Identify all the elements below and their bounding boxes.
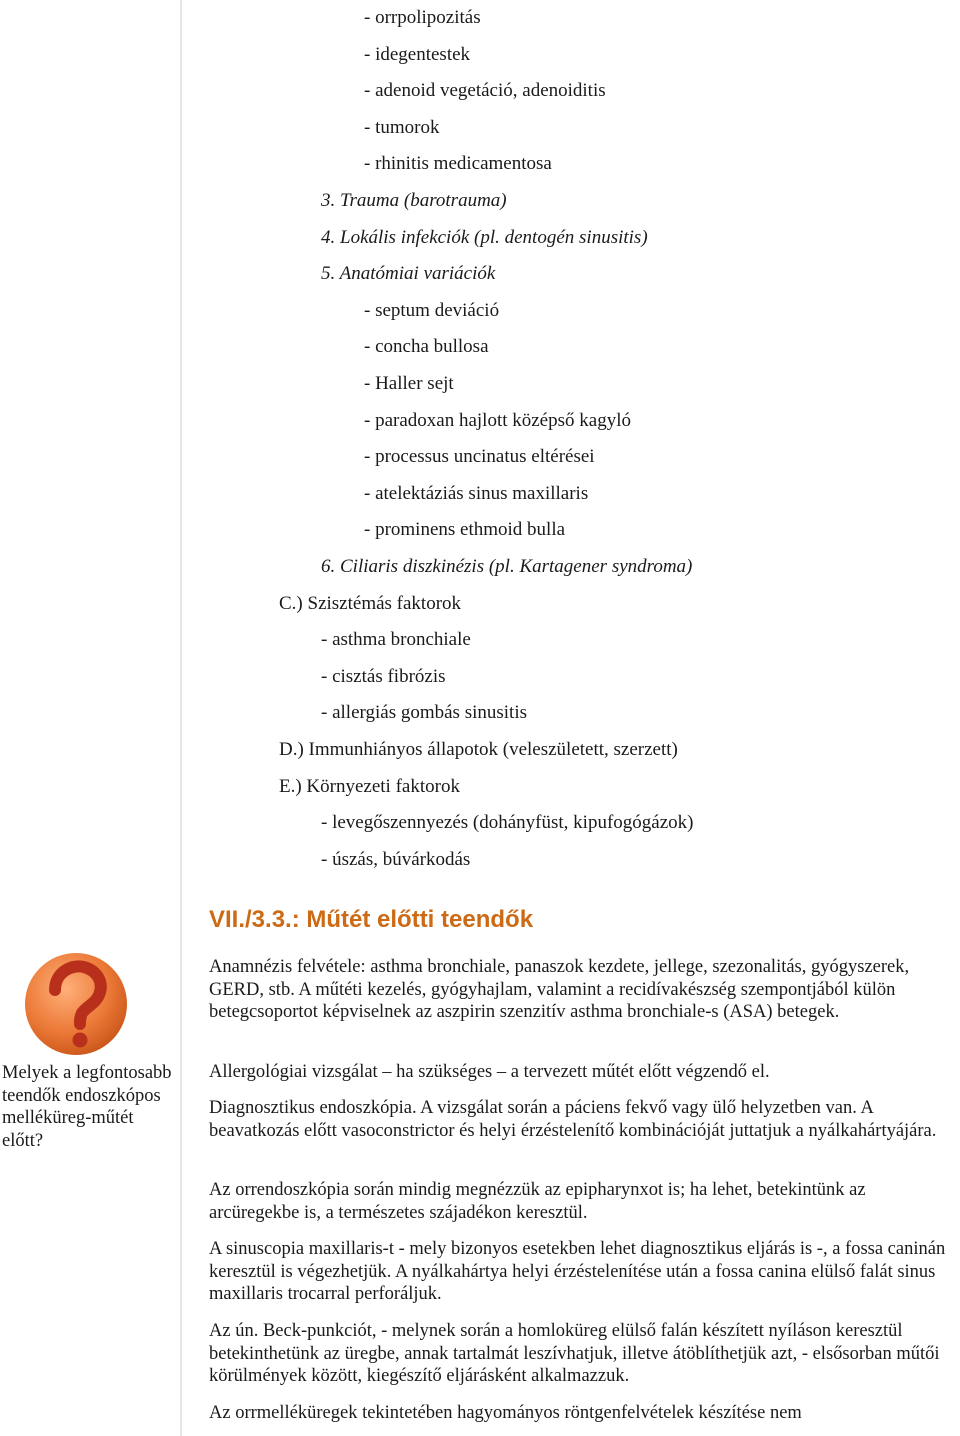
cause-item: - concha bullosa — [364, 336, 489, 358]
cause-item: - rhinitis medicamentosa — [364, 153, 552, 175]
cause-item: 5. Anatómiai variációk — [321, 263, 496, 285]
cause-item: - levegőszennyezés (dohányfüst, kipufogógázok) — [321, 812, 694, 834]
cause-item: - cisztás fibrózis — [321, 665, 446, 687]
paragraph: Allergológiai vizsgálat – ha szükséges – a tervezett műtét előtt végzendő el. — [209, 1062, 770, 1082]
cause-item: C.) Szisztémás faktorok — [279, 592, 462, 614]
cause-item: - atelektáziás sinus maxillaris — [364, 482, 589, 504]
cause-item: - orrpolipozitás — [364, 7, 481, 28]
sidebar-question: Melyek a legfontosabb teendők endoszkópos melléküreg-műtét előtt? — [2, 1063, 172, 1151]
paragraph: Diagnosztikus endoszkópia. A vizsgálat során a páciens fekvő vagy ülő helyzetben van. A beavatkozás előtt vasoconstrictor és helyi érzéstelenítő kombinációját juttatjuk a nyálkahártyájára. — [209, 1098, 937, 1141]
paragraph: Az orrendoszkópia során mindig megnézzük az epipharynxot is; ha lehet, betekintünk az arcüregekbe is, a természetes szájadékon keresztül. — [209, 1180, 866, 1223]
paragraph: Az ún. Beck-punkciót, - melynek során a homloküreg elülső falán készített nyíláson keresztül betekinthetünk az üregbe, annak tartalmát leszívhatjuk, illetve átöblíthetjük azt, - elsősorban műtői körülmények között, kiegészítő eljárásként alkalmazzuk. — [209, 1321, 940, 1386]
cause-item: D.) Immunhiányos állapotok (veleszületett, szerzett) — [279, 739, 678, 760]
cause-item: 3. Trauma (barotrauma) — [321, 190, 507, 211]
paragraph: Anamnézis felvétele: asthma bronchiale, panaszok kezdete, jellege, szezonalitás, gyógyszerek, GERD, stb. A műtéti kezelés, gyógyhajlam, valamint a recidívakészség szempontjából külön betegcsoportot képviselnek az aszpirin szenzitív asthma bronchiale-s (ASA) betegek. — [209, 957, 910, 1022]
section-heading: VII./3.3.: Műtét előtti teendők — [209, 906, 534, 933]
cause-item: - idegentestek — [364, 43, 471, 65]
cause-item: - prominens ethmoid bulla — [364, 519, 566, 541]
cause-item: 6. Ciliaris diszkinézis (pl. Kartagener syndroma) — [321, 556, 693, 577]
paragraph: A sinuscopia maxillaris-t - mely bizonyos esetekben lehet diagnosztikus eljárás is -, a fossa caninán keresztül is végezhetjük. A nyálkahártya helyi érzéstelenítése után a fossa canina elülső falát sinus maxillaris trocarral perforáljuk. — [209, 1239, 946, 1304]
paragraph: Az orrmelléküregek tekintetében hagyományos röntgenfelvételek készítése nem — [209, 1403, 802, 1423]
cause-item: - paradoxan hajlott középső kagyló — [364, 409, 631, 431]
cause-item: 4. Lokális infekciók (pl. dentogén sinusitis) — [321, 226, 648, 248]
cause-item: - septum deviáció — [364, 299, 500, 321]
cause-item: - asthma bronchiale — [321, 629, 471, 651]
question-mark-icon — [22, 950, 130, 1058]
cause-item: E.) Környezeti faktorok — [279, 775, 460, 797]
cause-item: - Haller sejt — [364, 373, 454, 394]
cause-item: - adenoid vegetáció, adenoiditis — [364, 80, 606, 102]
column-divider — [180, 0, 182, 1436]
cause-item: - processus uncinatus eltérései — [364, 446, 595, 468]
cause-item: - úszás, búvárkodás — [321, 848, 471, 870]
cause-item: - tumorok — [364, 116, 440, 138]
cause-item: - allergiás gombás sinusitis — [321, 702, 527, 724]
